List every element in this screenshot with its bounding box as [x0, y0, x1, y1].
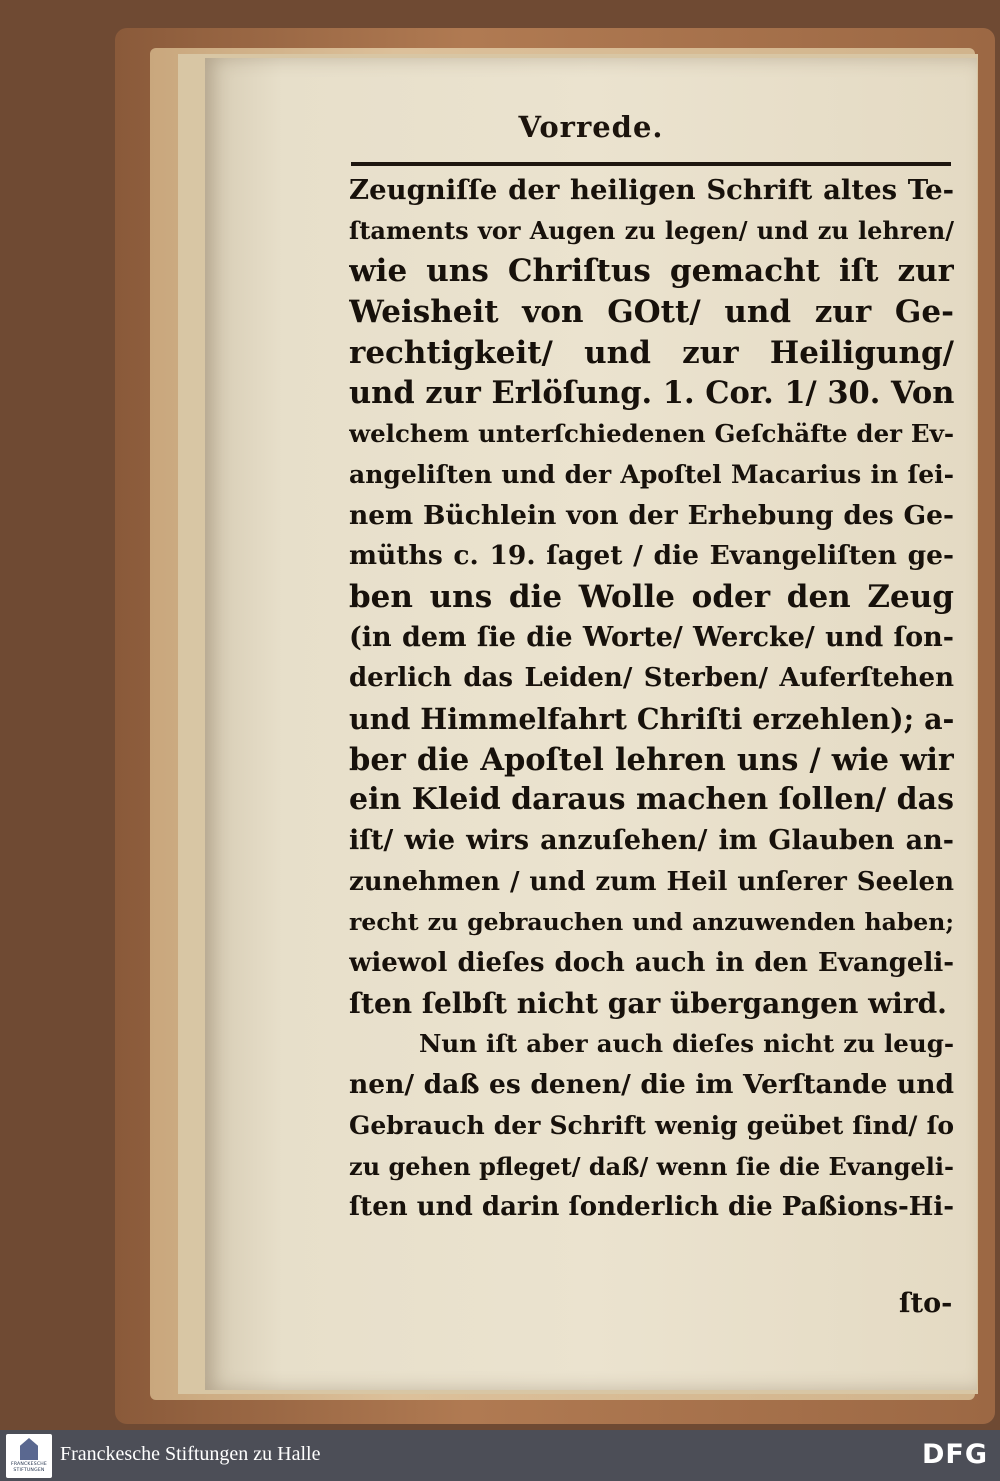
text-line: Zeugniſſe der heiligen Schrift altes Te- — [349, 174, 954, 206]
dfg-logo[interactable]: DFG — [921, 1439, 988, 1470]
text-line: ſten und darin ſonderlich die Paßions-Hi- — [349, 1192, 954, 1223]
text-line: wiewol dieſes doch auch in den Evangeli- — [349, 948, 954, 979]
institution-logo[interactable] — [6, 1434, 52, 1478]
text-line: iſt/ wie wirs anzuſehen/ im Glauben an- — [349, 825, 954, 856]
text-line: und zur Erlöſung. 1. Cor. 1/ 30. Von — [349, 375, 954, 412]
logo-caption: FRANCKESCHE STIFTUNGEN — [10, 1462, 48, 1473]
text-line: angeliſten und der Apoſtel Macarius in ſei- — [349, 459, 954, 489]
text-line: zunehmen / und zum Heil unſerer Seelen — [349, 866, 954, 897]
text-line: nem Büchlein von der Erhebung des Ge- — [349, 499, 954, 531]
text-block — [349, 170, 954, 1228]
text-line: Gebrauch der Schrift wenig geübet ſind/ ſo — [349, 1110, 954, 1140]
text-line: derlich das Leiden/ Sterben/ Auferſtehen — [349, 663, 954, 694]
building-icon — [20, 1438, 38, 1460]
text-line: Weisheit von GOtt/ und zur Ge- — [349, 294, 954, 331]
book-page — [205, 58, 977, 1390]
running-head: Vorrede. — [518, 110, 664, 144]
text-line: ben uns die Wolle oder den Zeug — [349, 578, 954, 615]
institution-name[interactable]: Franckesche Stiftungen zu Halle — [60, 1443, 321, 1465]
text-line: ein Kleid daraus machen ſollen/ das — [349, 782, 954, 818]
viewer-footer — [0, 1430, 1000, 1481]
text-line: und Himmelfahrt Chriſti erzehlen); a- — [349, 701, 954, 736]
text-line: müths c. 19. ſaget / die Evangeliſten ge- — [349, 540, 954, 572]
text-line: ſtaments vor Augen zu legen/ und zu lehren/ — [349, 215, 954, 245]
text-line: zu gehen pfleget/ daß/ wenn ſie die Evangeli- — [349, 1151, 954, 1181]
catchword: ſto- — [899, 1288, 953, 1319]
text-line: ber die Apoſtel lehren uns / wie wir — [349, 741, 954, 778]
text-line: nen/ daß es denen/ die im Verſtande und — [349, 1069, 954, 1101]
text-line: recht zu gebrauchen und anzuwenden haben; — [349, 908, 954, 937]
text-line: (in dem ſie die Worte/ Wercke/ und ſon- — [349, 621, 954, 653]
text-line: ſten ſelbſt nicht gar übergangen wird. — [349, 986, 947, 1020]
text-line: rechtigkeit/ und zur Heiligung/ — [349, 334, 954, 371]
text-line: wie uns Chriſtus gemacht iſt zur — [349, 253, 954, 290]
text-line: Nun iſt aber auch dieſes nicht zu leug- — [419, 1029, 954, 1059]
text-line: welchem unterſchiedenen Geſchäfte der Ev- — [349, 419, 954, 449]
head-rule — [351, 162, 951, 166]
